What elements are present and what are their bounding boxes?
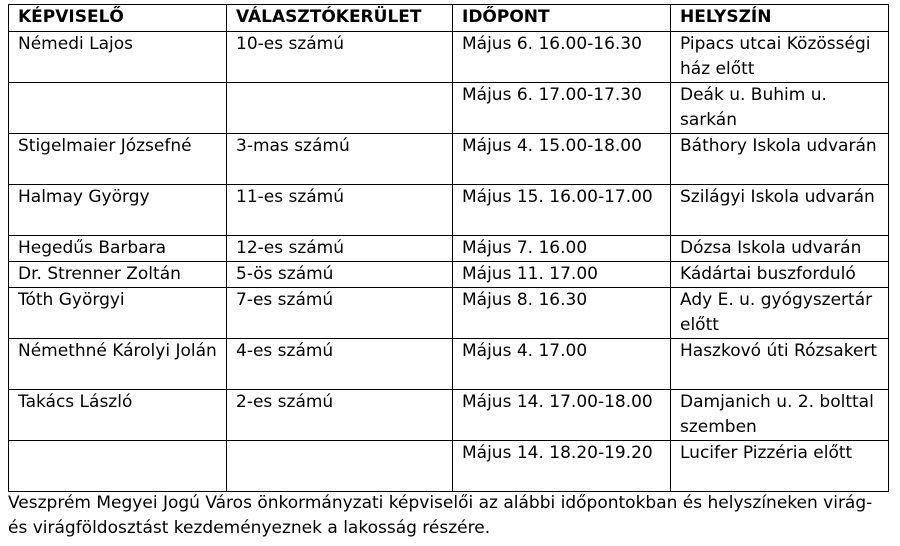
cell-district: 12-es számú xyxy=(227,236,453,262)
table-row xyxy=(9,441,889,492)
cell-location: Pipacs utcai Közösségi ház előtt xyxy=(671,32,889,83)
cell-location: Lucifer Pizzéria előtt xyxy=(671,441,889,492)
cell-location: Dózsa Iskola udvarán xyxy=(671,236,889,262)
cell-representative: Stigelmaier Józsefné xyxy=(9,134,227,185)
cell-representative: Halmay György xyxy=(9,185,227,236)
header-time: IDŐPONT xyxy=(453,5,671,32)
cell-time: Május 6. 17.00-17.30 xyxy=(453,83,671,134)
cell-location: Kádártai buszforduló xyxy=(671,262,889,288)
cell-time: Május 6. 16.00-16.30 xyxy=(453,32,671,83)
cell-time: Május 11. 17.00 xyxy=(453,262,671,288)
footer-note: Veszprém Megyei Jogú Város önkormányzati képviselői az alábbi időpontokban és helyszíneken virág- és virágföldosztást kezdeményeznek a lakosság részére. xyxy=(8,493,873,538)
cell-location: Ady E. u. gyógyszertár előtt xyxy=(671,288,889,339)
table-row xyxy=(9,339,889,390)
table-row xyxy=(9,262,889,288)
cell-location: Szilágyi Iskola udvarán xyxy=(671,185,889,236)
cell-district: 3-mas számú xyxy=(227,134,453,185)
cell-time: Május 7. 16.00 xyxy=(453,236,671,262)
cell-time: Május 14. 17.00-18.00 xyxy=(453,390,671,441)
table-row xyxy=(9,390,889,441)
cell-district: 5-ös számú xyxy=(227,262,453,288)
cell-representative: Tóth Györgyi xyxy=(9,288,227,339)
table-row xyxy=(9,134,889,185)
cell-representative xyxy=(9,441,227,492)
header-representative: KÉPVISELŐ xyxy=(9,5,227,32)
cell-location: Haszkovó úti Rózsakert xyxy=(671,339,889,390)
cell-district xyxy=(227,441,453,492)
cell-location: Deák u. Buhim u. sarkán xyxy=(671,83,889,134)
cell-time: Május 4. 15.00-18.00 xyxy=(453,134,671,185)
cell-representative: Némedi Lajos xyxy=(9,32,227,83)
table-row xyxy=(9,236,889,262)
cell-district xyxy=(227,83,453,134)
cell-representative xyxy=(9,83,227,134)
cell-district: 7-es számú xyxy=(227,288,453,339)
cell-district: 2-es számú xyxy=(227,390,453,441)
table-header-row xyxy=(9,5,889,32)
table-row xyxy=(9,83,889,134)
cell-representative: Némethné Károlyi Jolán xyxy=(9,339,227,390)
header-location: HELYSZÍN xyxy=(671,5,889,32)
cell-location: Báthory Iskola udvarán xyxy=(671,134,889,185)
cell-time: Május 4. 17.00 xyxy=(453,339,671,390)
cell-representative: Takács László xyxy=(9,390,227,441)
cell-time: Május 15. 16.00-17.00 xyxy=(453,185,671,236)
schedule-table xyxy=(8,4,889,492)
table-row xyxy=(9,185,889,236)
cell-district: 11-es számú xyxy=(227,185,453,236)
cell-representative: Dr. Strenner Zoltán xyxy=(9,262,227,288)
header-district: VÁLASZTÓKERÜLET xyxy=(227,5,453,32)
cell-representative: Hegedűs Barbara xyxy=(9,236,227,262)
cell-district: 10-es számú xyxy=(227,32,453,83)
cell-district: 4-es számú xyxy=(227,339,453,390)
table-row xyxy=(9,32,889,83)
cell-location: Damjanich u. 2. bolttal szemben xyxy=(671,390,889,441)
table-row xyxy=(9,288,889,339)
cell-time: Május 8. 16.30 xyxy=(453,288,671,339)
cell-time: Május 14. 18.20-19.20 xyxy=(453,441,671,492)
